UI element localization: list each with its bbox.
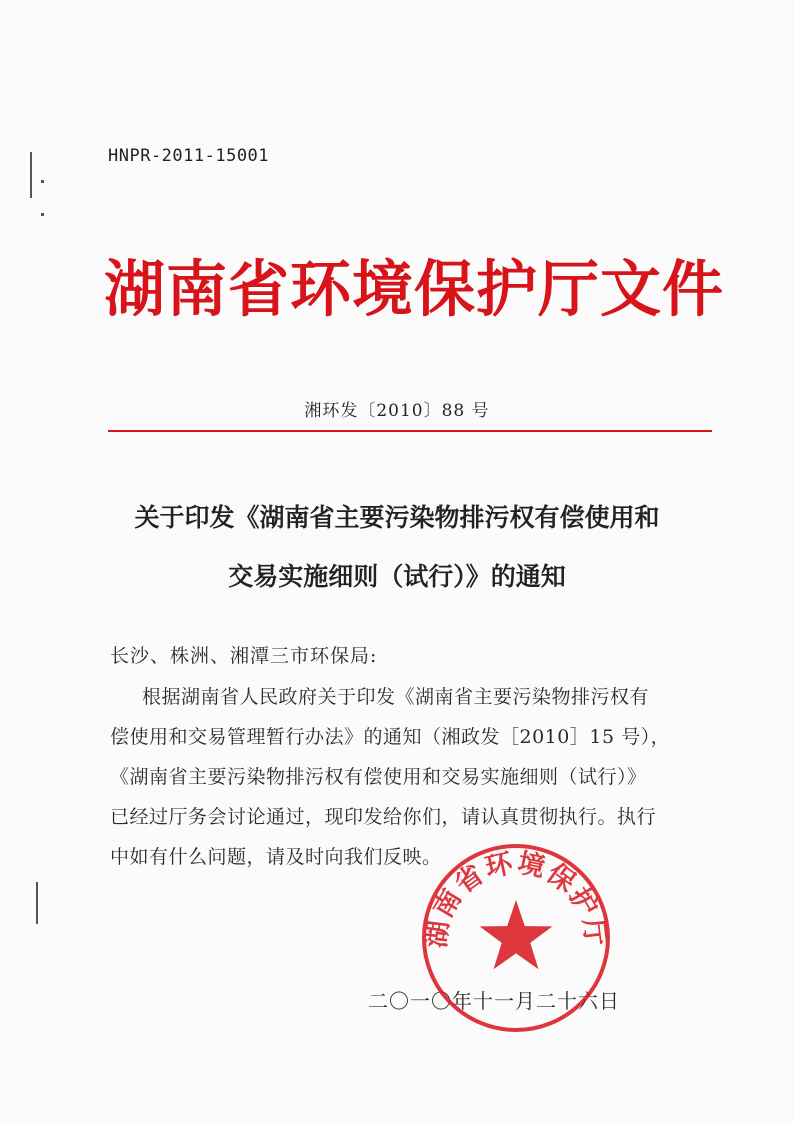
body-line: 根据湖南省人民政府关于印发《湖南省主要污染物排污权有 — [142, 686, 650, 708]
notice-title-line-1: 关于印发《湖南省主要污染物排污权有偿使用和 — [134, 503, 660, 532]
seal-star-icon — [480, 900, 553, 969]
document-code: HNPR-2011-15001 — [108, 146, 270, 166]
document-number: 湘环发〔2010〕88 号 — [304, 401, 490, 421]
body-line: 中如有什么问题，请及时向我们反映。 — [110, 846, 442, 868]
issuer-title: 湖南省环境保护厅文件 — [104, 254, 725, 325]
scan-artifact-mark — [30, 152, 32, 198]
notice-title-line-2: 交易实施细则（试行）》的通知 — [228, 562, 566, 591]
body-line: 《湖南省主要污染物排污权有偿使用和交易实施细则（试行）》 — [110, 766, 647, 788]
body-line: 已经过厅务会讨论通过，现印发给你们，请认真贯彻执行。执行 — [110, 806, 657, 828]
scan-artifact-mark — [36, 882, 38, 924]
salutation: 长沙、株洲、湘潭三市环保局: — [110, 645, 378, 667]
scan-artifact-mark — [41, 213, 44, 216]
issue-date: 二〇一〇年十一月二十六日 — [368, 989, 620, 1013]
body-line: 偿使用和交易管理暂行办法》的通知（湘政发［2010］15 号）， — [110, 726, 671, 748]
header-red-rule — [108, 430, 712, 432]
official-seal — [416, 838, 616, 1038]
scan-artifact-mark — [41, 180, 44, 183]
seal-text: 湖南省环境保护厅 — [420, 847, 612, 950]
